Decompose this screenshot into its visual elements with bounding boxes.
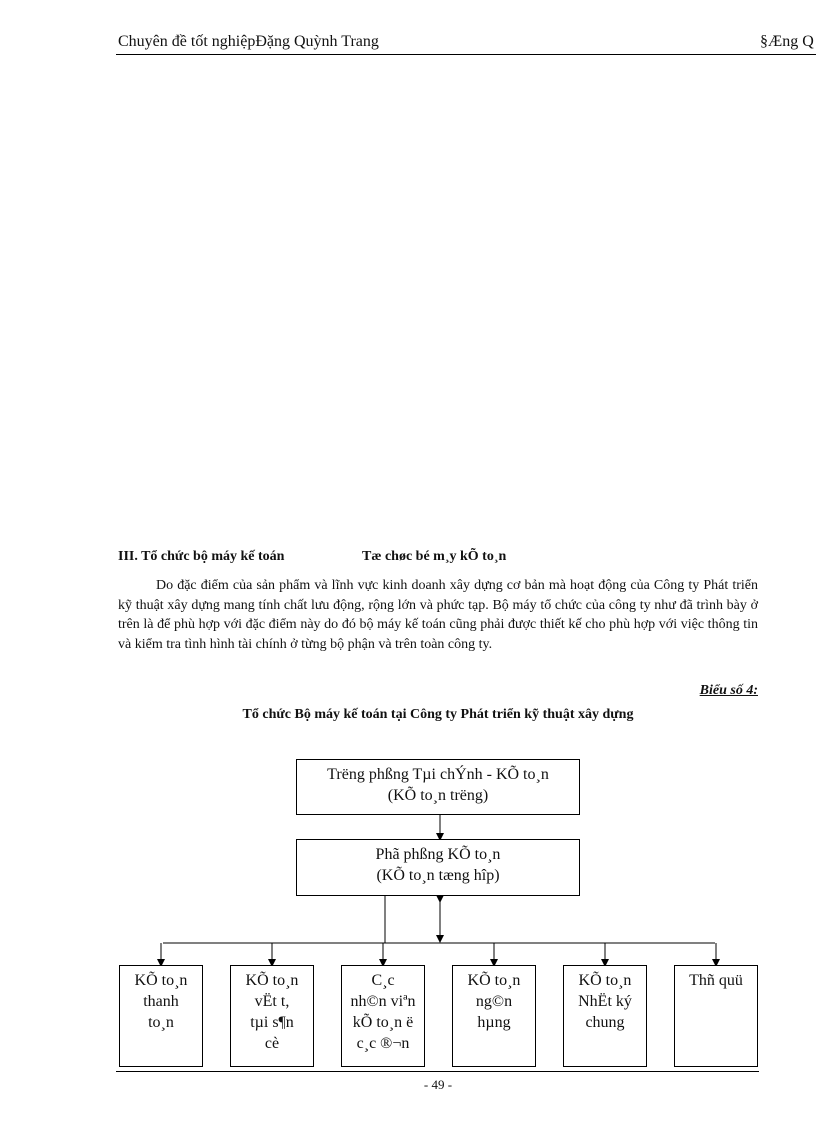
page-number: - 49 -	[423, 1077, 453, 1092]
org-box-line: Thñ quü	[689, 972, 743, 989]
org-box-line: KÕ to¸n	[245, 972, 299, 989]
footer-rule	[116, 1071, 759, 1072]
org-box-unit-6	[674, 965, 758, 1067]
org-box-unit-2	[230, 965, 314, 1067]
org-box-line: Trëng phßng Tµi chÝnh - KÕ to¸n	[327, 766, 549, 783]
org-box-line: Phã phßng KÕ to¸n	[375, 846, 501, 863]
org-box-unit-5	[563, 965, 647, 1067]
org-box-unit-4	[452, 965, 536, 1067]
page-header-right: §Æng Q	[760, 33, 814, 50]
org-box-line: (KÕ to¸n trëng)	[387, 787, 489, 804]
org-box-line: chung	[585, 1014, 625, 1031]
org-box-unit-3	[341, 965, 425, 1067]
org-box-line: NhËt ký	[578, 993, 632, 1010]
org-box-line: kÕ to¸n ë	[352, 1014, 414, 1031]
org-box-unit-1	[119, 965, 203, 1067]
section-heading-alt-text: Tæ chøc bé m¸y kÕ to¸n	[362, 549, 507, 564]
org-box-line: KÕ to¸n	[578, 972, 632, 989]
org-box-line: (KÕ to¸n tæng hîp)	[376, 867, 500, 884]
page-header-left: Chuyên đề tốt nghiệpĐặng Quỳnh Trang	[118, 33, 379, 50]
org-box-line: to¸n	[148, 1014, 174, 1031]
org-box-line: cè	[264, 1035, 280, 1052]
figure-caption: Tổ chức Bộ máy kế toán tại Công ty Phát triển kỹ thuật xây dựng	[242, 707, 634, 722]
org-box-line: ng©n	[475, 993, 513, 1010]
org-box-line: KÕ to¸n	[134, 972, 188, 989]
org-box-line: thanh	[143, 993, 179, 1010]
org-box-line: C¸c	[371, 972, 395, 989]
org-box-line: nh©n viªn	[350, 993, 416, 1010]
org-box-line: hµng	[477, 1014, 511, 1031]
org-box-line: tµi s¶n	[250, 1014, 294, 1031]
org-box-line: KÕ to¸n	[467, 972, 521, 989]
org-box-line: c¸c ®¬n	[356, 1035, 410, 1052]
org-box-chief-accountant	[296, 759, 580, 815]
org-box-line: vËt t,	[254, 993, 290, 1010]
figure-label: Biểu số 4:	[699, 683, 758, 698]
body-paragraph: Do đặc điểm của sản phẩm và lĩnh vực kinh doanh xây dựng cơ bản mà hoạt động của Công ty Phát triển kỹ thuật xây dựng mang tính chất lưu động, rộng lớn và phức tạp. Bộ máy tổ chức của công ty như đã trình bày ở trên là để phù hợp với đặc điểm này do đó bộ máy kế toán cũng phải được thiết kế cho phù hợp với việc thông tin và kiểm tra tình hình tài chính ở từng bộ phận và trên toàn công ty.	[118, 578, 758, 652]
org-box-deputy	[296, 839, 580, 896]
section-heading-text: III. Tổ chức bộ máy kế toán	[118, 549, 285, 564]
